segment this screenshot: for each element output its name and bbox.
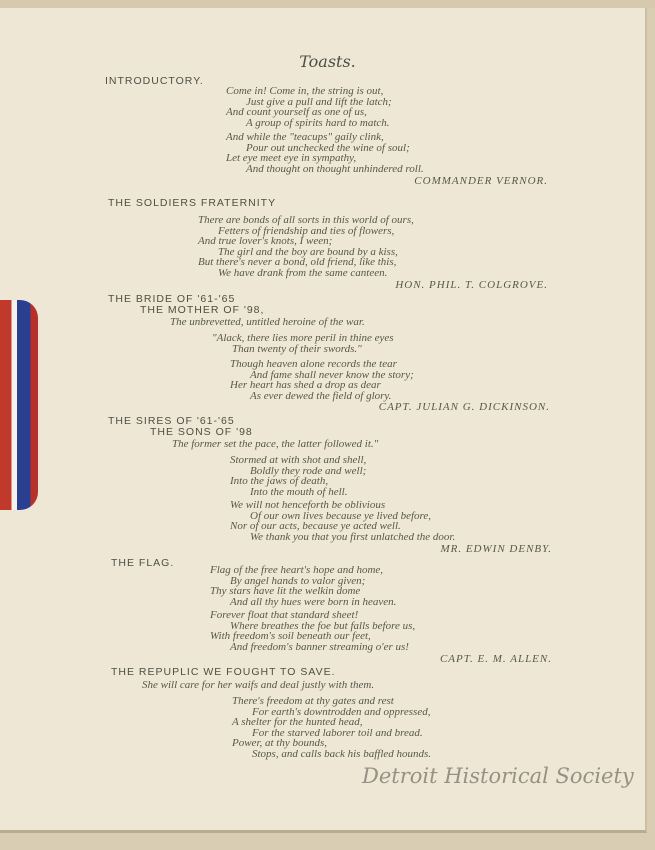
verse-line: Stormed at with shot and shell, [230, 454, 367, 466]
verse-stanza [230, 500, 455, 542]
toast-heading: THE REPUPLIC WE FOUGHT TO SAVE. [111, 666, 336, 678]
verse-stanza [230, 455, 366, 497]
watermark: Detroit Historical Society [362, 764, 634, 788]
verse-stanza [198, 215, 414, 278]
verse-line: We will not henceforth be oblivious [230, 499, 386, 511]
attribution: CAPT. E. M. ALLEN. [439, 653, 552, 665]
toast-heading: THE SONS OF '98 [150, 426, 253, 438]
attribution: CAPT. JULIAN G. DICKINSON. [378, 401, 550, 413]
verse-line: And while the "teacups" gaily clink, [226, 131, 384, 143]
toast-heading: THE SOLDIERS FRATERNITY [108, 197, 277, 209]
verse-stanza [212, 333, 394, 354]
verse-stanza [232, 696, 431, 759]
page-top-edge [0, 0, 655, 8]
verse-line: Into the jaws of death, [230, 475, 329, 487]
verse-line: A group of spirits hard to match. [246, 116, 390, 129]
verse-line: Into the mouth of hell. [250, 485, 348, 498]
verse-line: Thy stars have lit the welkin dome [210, 585, 361, 597]
verse-line: Forever float that standard sheet! [210, 609, 359, 621]
verse-stanza [226, 86, 392, 128]
verse-line: Than twenty of their swords." [232, 342, 362, 355]
verse-line: And true lover's knots, I ween; [198, 235, 333, 247]
verse-line: Nor of our acts, because ye acted well. [230, 520, 401, 532]
toast-heading: THE FLAG. [111, 557, 175, 569]
verse-line: The girl and the boy are bound by a kiss, [218, 245, 398, 258]
verse-line: As ever dewed the field of glory. [250, 389, 392, 402]
verse-line: But there's never a bond, old friend, like this, [198, 256, 397, 268]
verse-line: Fetters of friendship and ties of flowers, [218, 224, 395, 237]
verse-line: "Alack, there lies more peril in thine eyes [212, 332, 394, 344]
verse-line: We have drank from the same canteen. [218, 266, 388, 279]
verse-line: Of our own lives because ye lived before, [250, 509, 432, 522]
verse-stanza [210, 565, 396, 607]
verse-line: And all thy hues were born in heaven. [230, 595, 397, 608]
page-title: Toasts. [299, 52, 356, 71]
verse-line: A shelter for the hunted head, [232, 716, 363, 728]
verse-line: Let eye meet eye in sympathy, [226, 152, 357, 164]
verse-line: And fame shall never know the story; [250, 368, 414, 381]
attribution: MR. EDWIN DENBY. [440, 543, 552, 555]
verse-line: For the starved laborer toil and bread. [252, 726, 423, 739]
verse-line: Come in! Come in, the string is out, [226, 85, 384, 97]
verse-stanza [210, 610, 415, 652]
toast-heading: THE MOTHER OF '98, [140, 304, 265, 316]
toast-subtitle: The former set the pace, the latter followed it." [172, 438, 379, 450]
tricolor-ribbon [0, 300, 38, 510]
verse-line: Flag of the free heart's hope and home, [210, 564, 384, 576]
verse-line: Stops, and calls back his baffled hounds. [252, 747, 432, 760]
verse-line: Where breathes the foe but falls before us, [230, 619, 416, 632]
verse-line: There are bonds of all sorts in this world of ours, [198, 214, 414, 226]
verse-line: We thank you that you first unlatched the door. [250, 530, 456, 543]
verse-stanza [230, 359, 414, 401]
verse-line: Pour out unchecked the wine of soul; [246, 141, 410, 154]
toast-heading: THE BRIDE OF '61-'65 [108, 293, 236, 305]
verse-line: Power, at thy bounds, [232, 737, 328, 749]
toast-heading: INTRODUCTORY. [105, 75, 204, 87]
toast-subtitle: She will care for her waifs and deal justly with them. [142, 679, 375, 691]
verse-line: Her heart has shed a drop as dear [230, 379, 381, 391]
verse-line: With freedom's soil beneath our feet, [210, 630, 371, 642]
verse-line: By angel hands to valor given; [230, 574, 366, 587]
toast-subtitle: The unbrevetted, untitled heroine of the war. [170, 316, 365, 328]
verse-line: And count yourself as one of us, [226, 106, 367, 118]
verse-line: There's freedom at thy gates and rest [232, 695, 394, 707]
verse-line: Boldly they rode and well; [250, 464, 367, 477]
toast-heading: THE SIRES OF '61-'65 [108, 415, 235, 427]
attribution: COMMANDER VERNOR. [414, 175, 548, 187]
verse-stanza [226, 132, 424, 174]
attribution: HON. PHIL. T. COLGROVE. [395, 279, 548, 291]
verse-line: And thought on thought unhindered roll. [246, 162, 424, 175]
verse-line: Just give a pull and lift the latch; [246, 95, 392, 108]
verse-line: Though heaven alone records the tear [230, 358, 397, 370]
verse-line: And freedom's banner streaming o'er us! [230, 640, 409, 653]
verse-line: For earth's downtrodden and oppressed, [252, 705, 431, 718]
